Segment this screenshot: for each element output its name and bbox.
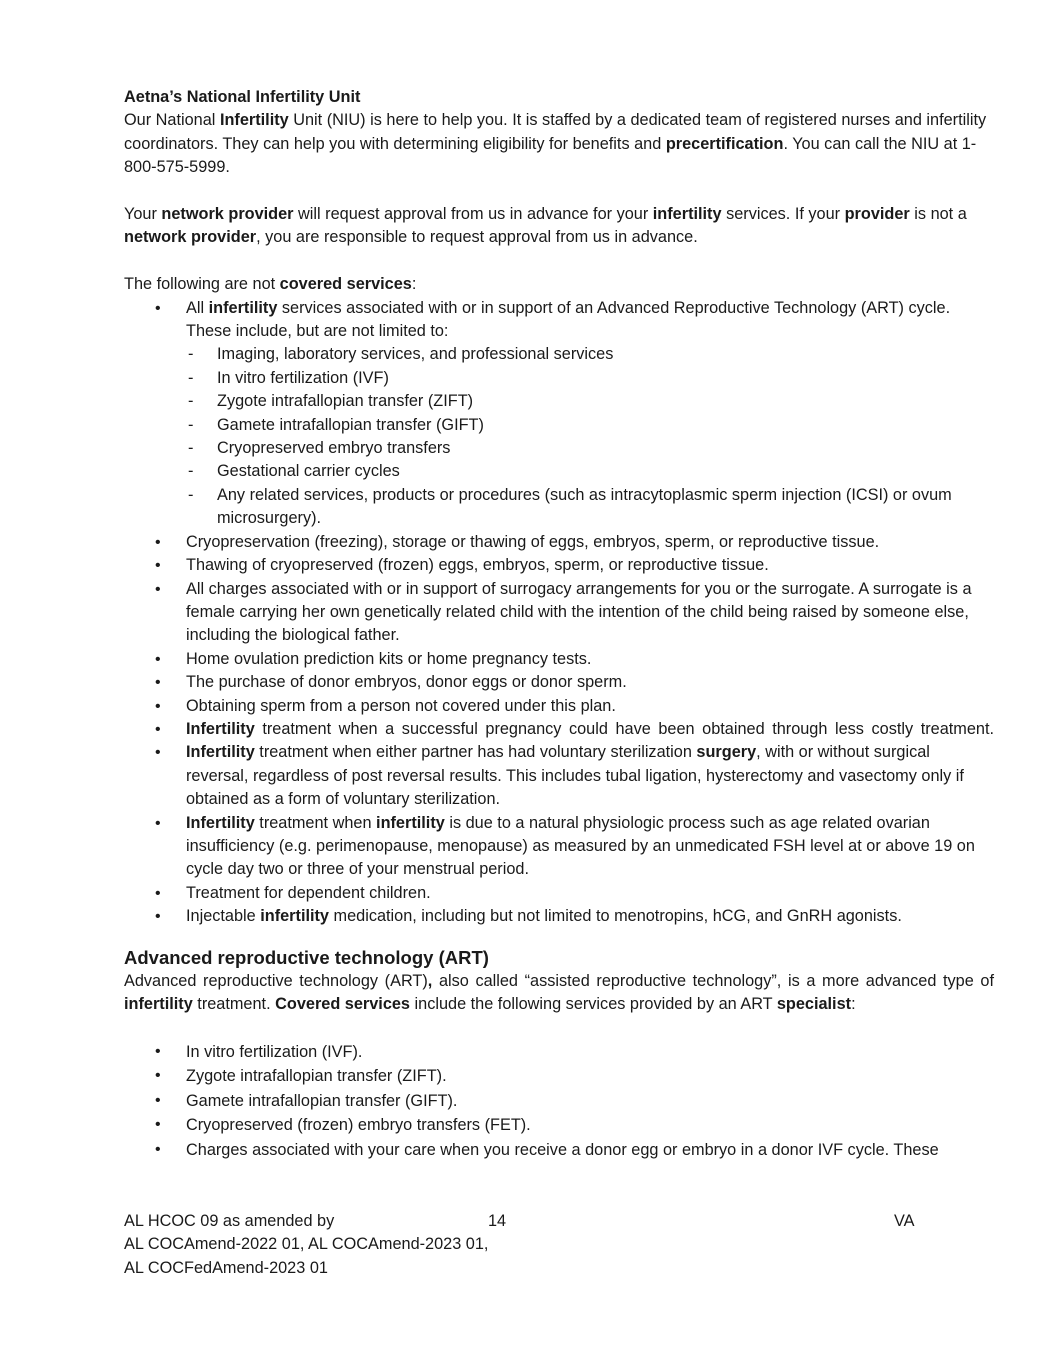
exclusion-item: • All charges associated with or in support of surrogacy arrangements for you or the surrogate. A surrogate is a female carrying her own genetically related child with the intention of the child being raised by someone else, including the biological father. — [186, 578, 994, 648]
page-number: 14 — [488, 1212, 507, 1230]
footer-amendments: AL COCAmend-2022 01, AL COCAmend-2023 01, — [124, 1235, 489, 1254]
exclusion-item: • The purchase of donor embryos, donor eggs or donor sperm. — [186, 671, 994, 694]
art-cycle-subitem: - Imaging, laboratory services, and professional services — [217, 343, 994, 366]
exclusion-item: • Infertility treatment when infertility is due to a natural physiologic process such as age related ovarian insufficiency (e.g. perimenopause, menopause) as measured by an unmedicated FSH level at or above 19 on cycle day two or three of your menstrual period. — [186, 812, 994, 882]
exclusion-item: • Cryopreservation (freezing), storage or thawing of eggs, embryos, sperm, or reproductive tissue. — [186, 531, 994, 554]
footer-form-id: AL HCOC 09 as amended by — [124, 1212, 335, 1230]
art-covered-item: • Zygote intrafallopian transfer (ZIFT). — [186, 1064, 994, 1089]
exclusions-list — [124, 297, 994, 929]
exclusion-item: • All infertility services associated with or in support of an Advanced Reproductive Technology (ART) cycle. These include, but are not limited to: - Imaging, laboratory services, and professional services - In vitro fertilization (IVF) - Zygote intrafallopian transfer (ZIFT) - Gamete intrafallopian transfer (GIFT) - Cryopreserved embryo transfers - Gestational carrier cycles - Any related services, products or procedures (such as intracytoplasmic sperm injection (ICSI) or ovum microsurgery). — [186, 297, 994, 531]
exclusion-item: • Infertility treatment when either partner has had voluntary sterilization surgery, with or without surgical reversal, regardless of post reversal results. This includes tubal ligation, hysterectomy and vasectomy only if obtained as a form of voluntary sterilization. — [186, 741, 994, 811]
exclusion-item: • Home ovulation prediction kits or home pregnancy tests. — [186, 648, 994, 671]
art-covered-item: • In vitro fertilization (IVF). — [186, 1040, 994, 1065]
niu-paragraph-2: Your network provider will request approval from us in advance for your infertility services. If your provider is not a network provider, you are responsible to request approval from us in advance. — [124, 205, 967, 247]
art-intro: Advanced reproductive technology (ART), also called “assisted reproductive technology”, is a more advanced type of infertility treatment. Covered services include the following services provided by an ART specialist: — [124, 971, 994, 1013]
exclusion-item: • Treatment for dependent children. — [186, 882, 994, 905]
art-covered-item: • Cryopreserved (frozen) embryo transfers (FET). — [186, 1113, 994, 1138]
niu-heading: Aetna’s National Infertility Unit — [124, 88, 361, 106]
footer-state: VA — [894, 1212, 915, 1230]
art-cycle-subitem: - Any related services, products or procedures (such as intracytoplasmic sperm injection (ICSI) or ovum microsurgery). — [217, 484, 994, 531]
exclusion-item: • Infertility treatment when a successful pregnancy could have been obtained through less costly treatment. — [186, 718, 994, 741]
art-cycle-subitem: - Zygote intrafallopian transfer (ZIFT) — [217, 390, 994, 413]
niu-paragraph-1: Our National Infertility Unit (NIU) is here to help you. It is staffed by a dedicated team of registered nurses and infertility coordinators. They can help you with determining eligibility for benefits and precertification. You can call the NIU at 1-800-575-5999. — [124, 111, 987, 177]
footer-fed-amendment: AL COCFedAmend-2023 01 — [124, 1258, 328, 1277]
art-covered-item: • Charges associated with your care when you receive a donor egg or embryo in a donor IVF cycle. These — [186, 1138, 994, 1163]
exclusions-intro: The following are not covered services: — [124, 275, 417, 294]
art-cycle-subitem: - Cryopreserved embryo transfers — [217, 437, 994, 460]
exclusion-item: • Injectable infertility medication, including but not limited to menotropins, hCG, and GnRH agonists. — [186, 905, 994, 928]
art-covered-list — [124, 1040, 994, 1163]
art-cycle-subitem: - Gestational carrier cycles — [217, 460, 994, 483]
art-heading: Advanced reproductive technology (ART) — [124, 946, 489, 968]
page-footer — [124, 1210, 994, 1280]
art-covered-item: • Gamete intrafallopian transfer (GIFT). — [186, 1089, 994, 1114]
art-cycle-subitem: - In vitro fertilization (IVF) — [217, 367, 994, 390]
document-body — [124, 86, 994, 1162]
art-cycle-subitem: - Gamete intrafallopian transfer (GIFT) — [217, 414, 994, 437]
exclusion-item: • Thawing of cryopreserved (frozen) eggs, embryos, sperm, or reproductive tissue. — [186, 554, 994, 577]
exclusion-item: • Obtaining sperm from a person not covered under this plan. — [186, 695, 994, 718]
art-cycle-sublist — [186, 343, 994, 530]
